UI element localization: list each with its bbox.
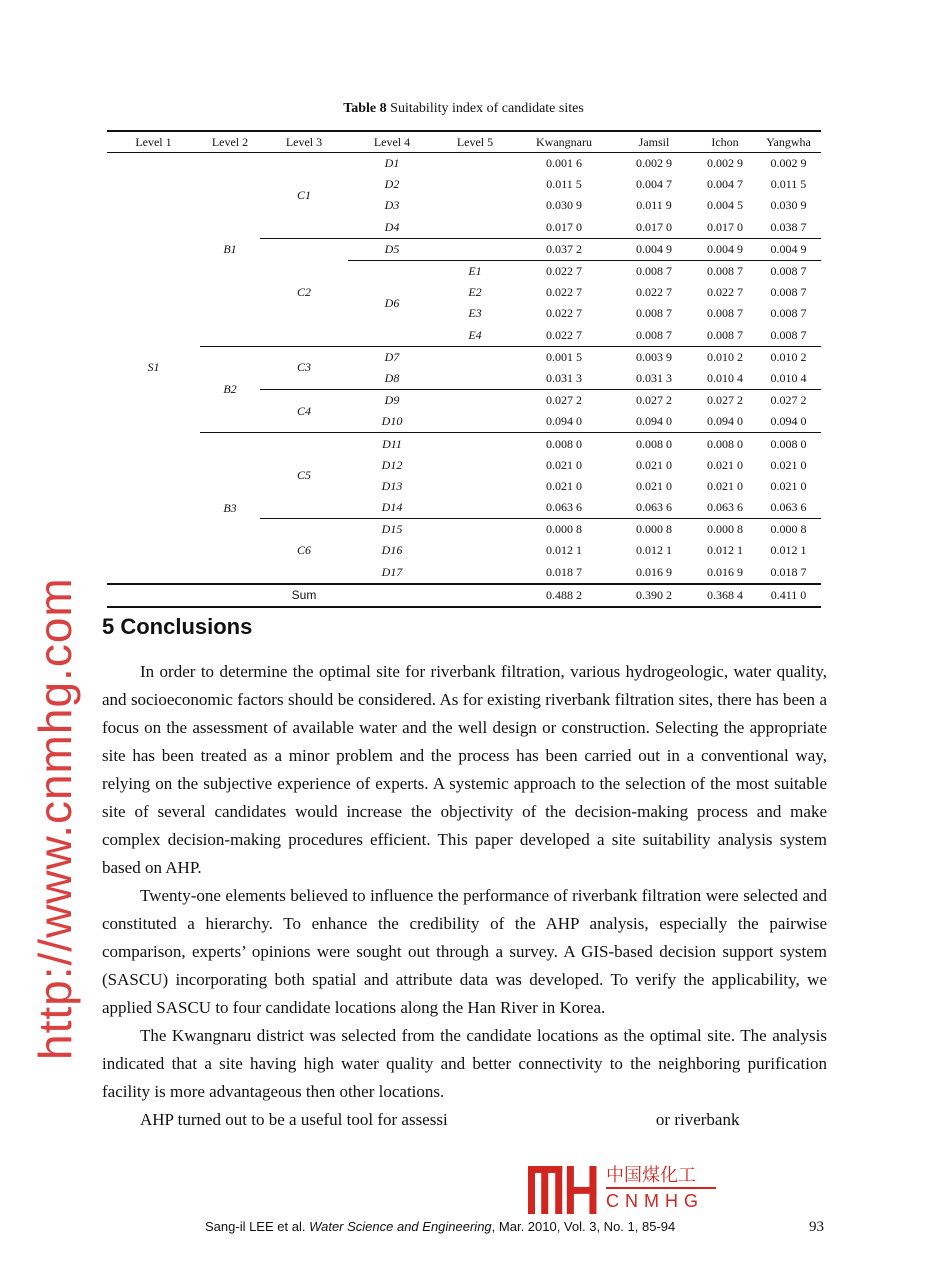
footer-journal: Water Science and Engineering	[309, 1219, 492, 1234]
value-cell: 0.000 8	[694, 519, 756, 541]
value-cell: 0.002 9	[636, 156, 672, 171]
value-cell: 0.004 9	[694, 238, 756, 260]
level4-cell: D16	[381, 543, 403, 558]
value-cell: 0.012 1	[546, 543, 582, 558]
value-cell: 0.021 0	[707, 457, 743, 472]
paragraph: Twenty-one elements believed to influence the performance of riverbank filtration were selected and constituted a hierarchy. To enhance the credibility of the AHP analysis, especially the pairwise comparison, experts’ opinions were sought out through a survey. A GIS-based decision support system (SASCU) incorporating both spatial and attribute data was developed. To verify the applicability, we applied SASCU to four candidate locations along the Han River in Korea.	[102, 886, 827, 1017]
footer-details: , Mar. 2010, Vol. 3, No. 1, 85-94	[491, 1219, 676, 1234]
value-cell: 0.021 0	[770, 478, 807, 493]
value-cell: 0.008 7	[707, 306, 743, 321]
suitability-table	[107, 130, 821, 608]
value-cell: 0.030 9	[546, 198, 582, 213]
value-cell: 0.012 1	[707, 543, 743, 558]
value-cell: 0.022 7	[546, 327, 582, 342]
value-cell: 0.008 0	[514, 433, 614, 455]
value-cell: 0.016 9	[636, 564, 672, 579]
table-header-row	[107, 131, 821, 153]
value-cell: 0.016 9	[707, 564, 743, 579]
value-cell: 0.094 0	[546, 414, 582, 429]
level4-cell: D13	[381, 478, 403, 493]
level4-cell: D3	[384, 198, 400, 213]
value-cell: 0.008 7	[636, 306, 672, 321]
value-cell: 0.004 7	[707, 177, 743, 192]
column-header: Jamsil	[614, 131, 694, 153]
logo-mark-icon	[528, 1166, 598, 1214]
sum-value: 0.390 2	[614, 584, 694, 607]
value-cell: 0.018 7	[770, 564, 807, 579]
value-cell: 0.027 2	[514, 390, 614, 412]
value-cell: 0.010 2	[694, 346, 756, 368]
value-cell: 0.027 2	[756, 390, 821, 412]
body-text	[102, 658, 827, 1134]
value-cell: 0.022 7	[636, 285, 672, 300]
level3-cell: C1	[296, 187, 311, 202]
column-header: Level 1	[107, 131, 200, 153]
value-cell: 0.000 8	[614, 519, 694, 541]
value-cell: 0.010 4	[770, 370, 807, 385]
value-cell: 0.011 5	[546, 177, 582, 192]
value-cell: 0.004 5	[707, 198, 743, 213]
paragraph: AHP turned out to be a useful tool for assessi or riverbank	[140, 1110, 740, 1129]
level4-cell: D2	[384, 177, 400, 192]
value-cell: 0.021 0	[707, 478, 743, 493]
value-cell: 0.027 2	[694, 390, 756, 412]
level5-cell	[436, 540, 514, 561]
level5-cell	[436, 455, 514, 476]
sum-value: 0.368 4	[694, 584, 756, 607]
level3-cell: C6	[260, 519, 348, 584]
value-cell: 0.010 2	[756, 346, 821, 368]
value-cell: 0.011 9	[636, 198, 672, 213]
level4-cell: D8	[384, 370, 400, 385]
value-cell: 0.022 7	[707, 285, 743, 300]
table-number: Table 8	[343, 101, 387, 116]
level5-cell	[436, 390, 514, 412]
cnmhg-logo	[528, 1166, 728, 1214]
value-cell: 0.008 7	[770, 327, 807, 342]
value-cell: 0.021 0	[770, 457, 807, 472]
value-cell: 0.011 5	[770, 177, 807, 192]
level2-cell: B2	[200, 346, 260, 433]
paragraph: In order to determine the optimal site for riverbank filtration, various hydrogeologic, water quality, and socioeconomic factors should be considered. As for existing riverbank filtration sites, there has been a focus on the assessment of available water and the well design or construction. Selecting the appropriate site has been treated as a minor problem and the process has been carried out in a conventional way, relying on the subjective experience of experts. A systemic approach to the selection of the most suitable site of several candidates would increase the objectivity of the decision-making process and make complex decision-making procedures efficient. This paper developed a site suitability analysis system based on AHP.	[102, 662, 827, 877]
value-cell: 0.008 7	[614, 260, 694, 282]
column-header: Level 5	[436, 131, 514, 153]
level3-cell: C4	[260, 390, 348, 433]
value-cell: 0.008 7	[770, 306, 807, 321]
value-cell: 0.022 7	[546, 285, 582, 300]
table-row	[107, 153, 821, 175]
level4-cell: D14	[381, 500, 403, 515]
level5-cell	[436, 195, 514, 216]
value-cell: 0.008 0	[614, 433, 694, 455]
value-cell: 0.022 7	[546, 306, 582, 321]
value-cell: 0.031 3	[636, 370, 672, 385]
level5-cell	[436, 174, 514, 195]
level4-cell: D9	[348, 390, 436, 412]
level5-cell: E4	[468, 327, 482, 342]
level5-cell: E1	[436, 260, 514, 282]
level4-cell: D7	[348, 346, 436, 368]
value-cell: 0.094 0	[636, 414, 672, 429]
level4-cell: D1	[384, 156, 400, 171]
value-cell: 0.063 6	[770, 500, 807, 515]
value-cell: 0.038 7	[770, 219, 807, 234]
level5-cell	[436, 346, 514, 368]
level4-cell: D4	[384, 219, 400, 234]
value-cell: 0.018 7	[546, 564, 582, 579]
value-cell: 0.021 0	[546, 457, 582, 472]
value-cell: 0.094 0	[770, 414, 807, 429]
value-cell: 0.008 0	[756, 433, 821, 455]
value-cell: 0.027 2	[614, 390, 694, 412]
column-header: Level 4	[348, 131, 436, 153]
value-cell: 0.017 0	[707, 219, 743, 234]
empty-cell	[107, 584, 260, 607]
level4-cell: D11	[348, 433, 436, 455]
level5-cell	[436, 519, 514, 541]
column-header: Kwangnaru	[514, 131, 614, 153]
column-header: Yangwha	[756, 131, 821, 153]
sum-row	[107, 584, 821, 607]
paragraph: The Kwangnaru district was selected from the candidate locations as the optimal site. The analysis indicated that a site having high water quality and better connectivity to the neighboring purification facility is more advantageous then other locations.	[102, 1026, 827, 1101]
value-cell: 0.037 2	[514, 238, 614, 260]
level5-cell	[436, 153, 514, 175]
level5-cell	[436, 562, 514, 584]
value-cell: 0.008 7	[694, 260, 756, 282]
column-header: Level 3	[260, 131, 348, 153]
level3-cell: C5	[260, 433, 348, 519]
level5-cell	[436, 476, 514, 497]
value-cell: 0.000 8	[514, 519, 614, 541]
sum-value: 0.488 2	[514, 584, 614, 607]
page-number: 93	[809, 1219, 824, 1235]
value-cell: 0.000 8	[756, 519, 821, 541]
level4-cell: D10	[381, 414, 403, 429]
table-title: Suitability index of candidate sites	[386, 101, 584, 116]
value-cell: 0.001 6	[546, 156, 582, 171]
value-cell: 0.008 0	[694, 433, 756, 455]
value-cell: 0.021 0	[636, 457, 672, 472]
value-cell: 0.010 4	[707, 370, 743, 385]
value-cell: 0.001 5	[514, 346, 614, 368]
level5-cell	[436, 217, 514, 239]
logo-english-text: CNMHG	[606, 1191, 704, 1211]
watermark-url: http://www.cnmhg.com	[29, 577, 81, 1060]
level4-cell: D6	[348, 260, 436, 346]
value-cell: 0.003 9	[614, 346, 694, 368]
level1-cell: S1	[147, 360, 160, 375]
value-cell: 0.008 7	[756, 260, 821, 282]
value-cell: 0.008 7	[707, 327, 743, 342]
value-cell: 0.008 7	[636, 327, 672, 342]
value-cell: 0.031 3	[546, 370, 582, 385]
empty-cell	[348, 584, 514, 607]
level5-cell	[436, 238, 514, 260]
level2-cell: B1	[223, 241, 237, 256]
level5-cell	[436, 411, 514, 433]
level2-cell: B3	[200, 433, 260, 584]
level4-cell: D17	[381, 564, 403, 579]
value-cell: 0.004 9	[756, 238, 821, 260]
level4-cell: D12	[381, 457, 403, 472]
value-cell: 0.063 6	[707, 500, 743, 515]
level3-cell: C3	[260, 346, 348, 389]
value-cell: 0.030 9	[770, 198, 807, 213]
level5-cell: E2	[468, 285, 482, 300]
value-cell: 0.004 7	[636, 177, 672, 192]
value-cell: 0.002 9	[770, 156, 807, 171]
table-row	[107, 433, 821, 455]
value-cell: 0.094 0	[707, 414, 743, 429]
logo-chinese-text: 中国煤化工	[606, 1166, 716, 1189]
value-cell: 0.017 0	[546, 219, 582, 234]
column-header: Level 2	[200, 131, 260, 153]
value-cell: 0.004 9	[614, 238, 694, 260]
value-cell: 0.063 6	[636, 500, 672, 515]
value-cell: 0.002 9	[707, 156, 743, 171]
value-cell: 0.017 0	[636, 219, 672, 234]
level5-cell	[436, 497, 514, 519]
column-header: Ichon	[694, 131, 756, 153]
value-cell: 0.008 7	[770, 285, 807, 300]
sum-label: Sum	[260, 584, 348, 607]
level5-cell: E3	[468, 306, 482, 321]
value-cell: 0.021 0	[546, 478, 582, 493]
section-heading: 5 Conclusions	[102, 614, 253, 639]
level4-cell: D5	[348, 238, 436, 260]
value-cell: 0.063 6	[546, 500, 582, 515]
table-row	[107, 346, 821, 368]
sum-value: 0.411 0	[756, 584, 821, 607]
value-cell: 0.012 1	[636, 543, 672, 558]
page-footer	[205, 1219, 675, 1234]
value-cell: 0.022 7	[514, 260, 614, 282]
footer-authors: Sang-il LEE et al.	[205, 1219, 310, 1234]
level3-cell: C2	[260, 238, 348, 346]
level4-cell: D15	[348, 519, 436, 541]
level5-cell	[436, 368, 514, 390]
level5-cell	[436, 433, 514, 455]
value-cell: 0.012 1	[770, 543, 807, 558]
table-caption	[0, 101, 927, 117]
value-cell: 0.021 0	[636, 478, 672, 493]
